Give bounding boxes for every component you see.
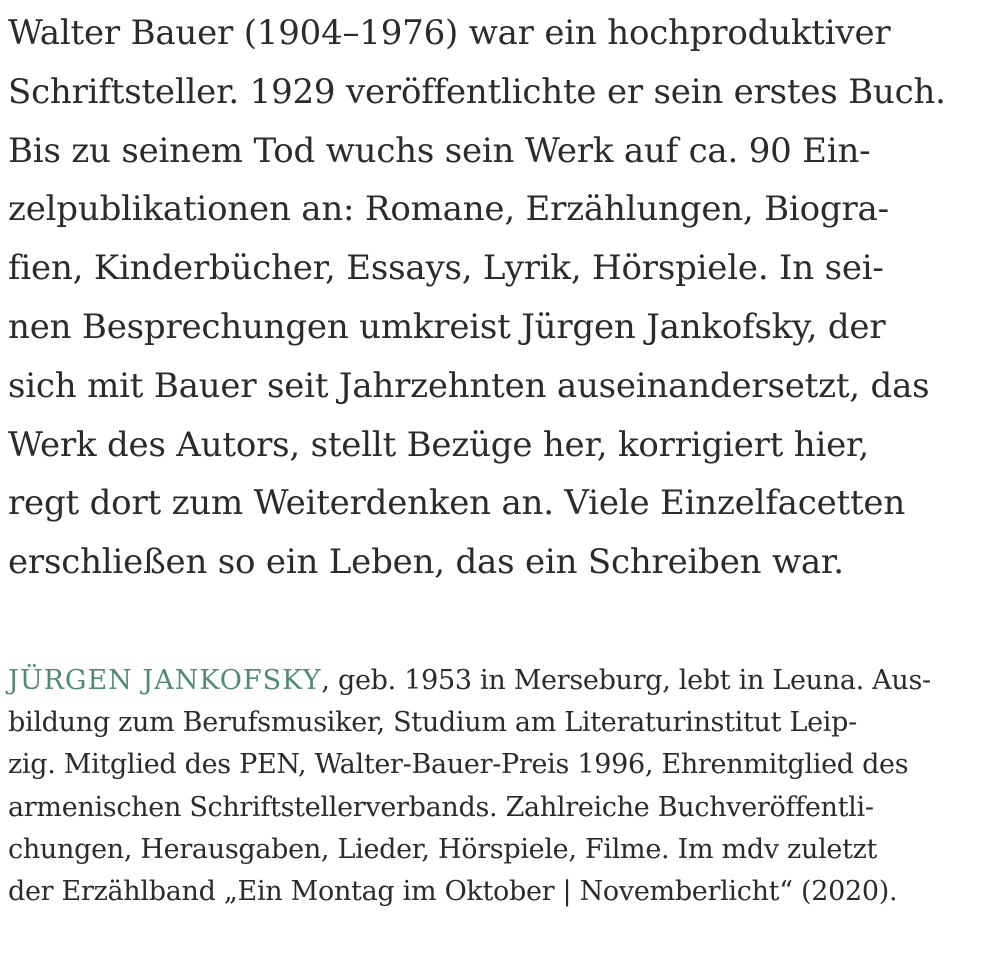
- description-line: zelpublikationen an: Romane, Erzählungen, Biogra-: [8, 189, 889, 230]
- bio-line: bildung zum Berufsmusiker, Studium am Literaturinstitut Leip-: [8, 707, 857, 739]
- description-line: nen Besprechungen umkreist Jürgen Jankofsky, der: [8, 306, 886, 347]
- description-line: Werk des Autors, stellt Bezüge her, korrigiert hier,: [8, 424, 869, 465]
- description-line: sich mit Bauer seit Jahrzehnten auseinandersetzt, das: [8, 365, 930, 406]
- bio-line: zig. Mitglied des PEN, Walter-Bauer-Preis 1996, Ehrenmitglied des: [8, 749, 909, 781]
- author-name: JÜRGEN JANKOFSKY: [8, 665, 322, 696]
- author-bio: [8, 660, 978, 913]
- book-description: [8, 4, 978, 592]
- bio-line: chungen, Herausgaben, Lieder, Hörspiele, Filme. Im mdv zuletzt: [8, 833, 878, 865]
- description-line: Bis zu seinem Tod wuchs sein Werk auf ca. 90 Ein-: [8, 130, 871, 171]
- description-line: fien, Kinderbücher, Essays, Lyrik, Hörspiele. In sei-: [8, 248, 884, 289]
- description-line: Schriftsteller. 1929 veröffentlichte er sein erstes Buch.: [8, 71, 946, 112]
- description-line: erschließen so ein Leben, das ein Schreiben war.: [8, 542, 844, 583]
- bio-line: armenischen Schriftstellerverbands. Zahlreiche Buchveröffentli-: [8, 791, 874, 823]
- bio-first-line-text: , geb. 1953 in Merseburg, lebt in Leuna. Aus-: [321, 665, 931, 696]
- description-line: Walter Bauer (1904–1976) war ein hochproduktiver: [8, 13, 891, 53]
- bio-line: der Erzählband „Ein Montag im Oktober | Novemberlicht“ (2020).: [8, 876, 898, 908]
- description-line: regt dort zum Weiterdenken an. Viele Einzelfacetten: [8, 483, 906, 524]
- bio-first-line: [8, 660, 978, 702]
